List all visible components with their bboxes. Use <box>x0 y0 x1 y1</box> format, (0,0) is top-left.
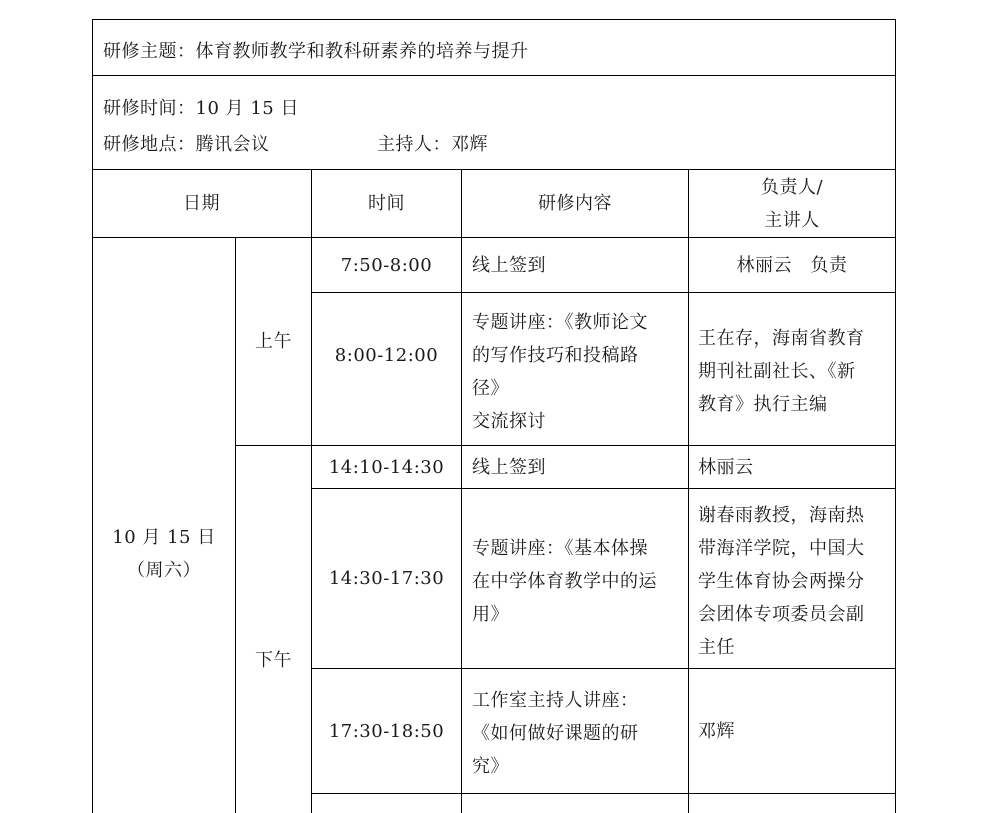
row-1-content <box>472 238 684 292</box>
row-2-content <box>472 306 684 438</box>
column-header-content: 研修内容 <box>538 193 612 214</box>
row-2-speaker-line: 王在存，海南省教育 <box>698 328 865 349</box>
row-4-speaker-line: 会团体专项委员会副 <box>698 604 865 625</box>
date-value: 10 月 15 日 <box>112 527 216 548</box>
row-2-speaker-line: 期刊社副社长、《新 <box>698 361 856 382</box>
row-4-time: 14:30-17:30 <box>328 568 445 589</box>
column-header-speaker <box>689 170 895 237</box>
rule-time-content <box>461 169 462 813</box>
row-3-time: 14:10-14:30 <box>328 456 445 478</box>
row-3-speaker-line: 林丽云 <box>698 456 754 478</box>
row-1-time: 7:50-8:00 <box>340 254 433 276</box>
column-header-speaker-line2: 主讲人 <box>764 209 820 231</box>
location-line: 研修地点：腾讯会议 <box>103 134 270 155</box>
weekday-value: （周六） <box>127 560 201 581</box>
row-3-content-line: 线上签到 <box>472 456 546 478</box>
rule-row5 <box>311 793 896 794</box>
row-1-content-line: 线上签到 <box>472 254 546 276</box>
column-header-date: 日期 <box>183 193 220 214</box>
row-4-speaker <box>698 499 892 664</box>
rule-left <box>92 19 93 813</box>
rule-after-theme <box>92 75 896 76</box>
rule-right <box>895 19 896 813</box>
row-2-speaker-line: 教育》执行主编 <box>698 394 828 415</box>
row-4-content-line: 专题讲座：《基本体操 <box>472 538 648 559</box>
row-1-speaker <box>689 238 895 292</box>
row-4-content-line: 在中学体育教学中的运 <box>472 571 657 592</box>
date-cell <box>93 520 235 588</box>
row-4-speaker-line: 主任 <box>698 637 735 658</box>
row-2-time: 8:00-12:00 <box>334 344 439 366</box>
row-5-content-line: 工作室主持人讲座： <box>472 690 639 711</box>
row-4-content-line: 用》 <box>472 604 509 625</box>
row-5-time: 17:30-18:50 <box>328 720 445 742</box>
row-1-speaker-line: 林丽云 负责 <box>736 254 848 276</box>
row-2-speaker <box>698 322 892 421</box>
row-5-content <box>472 684 684 783</box>
row-4-speaker-line: 学生体育协会两操分 <box>698 571 865 592</box>
row-5-content-line: 究》 <box>472 756 509 777</box>
row-2-content-line: 径》 <box>472 378 509 399</box>
row-2-content-line: 的写作技巧和投稿路 <box>472 345 639 366</box>
row-4-speaker-line: 带海洋学院，中国大 <box>698 538 865 559</box>
row-4-content <box>472 532 684 631</box>
column-header-speaker-line1: 负责人/ <box>760 176 824 198</box>
rule-top <box>92 19 896 20</box>
column-header-time: 时间 <box>368 193 405 214</box>
row-5-content-line: 《如何做好课题的研 <box>472 723 639 744</box>
row-3-content <box>472 446 684 488</box>
row-2-content-line: 交流探讨 <box>472 411 546 432</box>
row-5-speaker <box>698 669 892 793</box>
time-line: 研修时间：10 月 15 日 <box>103 98 299 119</box>
row-3-speaker <box>698 446 892 488</box>
theme-line: 研修主题：体育教师教学和教科研素养的培养与提升 <box>103 41 529 62</box>
period-afternoon: 下午 <box>255 649 292 671</box>
host-line: 主持人：邓辉 <box>377 134 488 155</box>
row-4-speaker-line: 谢春雨教授，海南热 <box>698 505 865 526</box>
period-morning: 上午 <box>255 331 292 352</box>
row-2-content-line: 专题讲座：《教师论文 <box>472 312 648 333</box>
row-5-speaker-line: 邓辉 <box>698 720 735 742</box>
